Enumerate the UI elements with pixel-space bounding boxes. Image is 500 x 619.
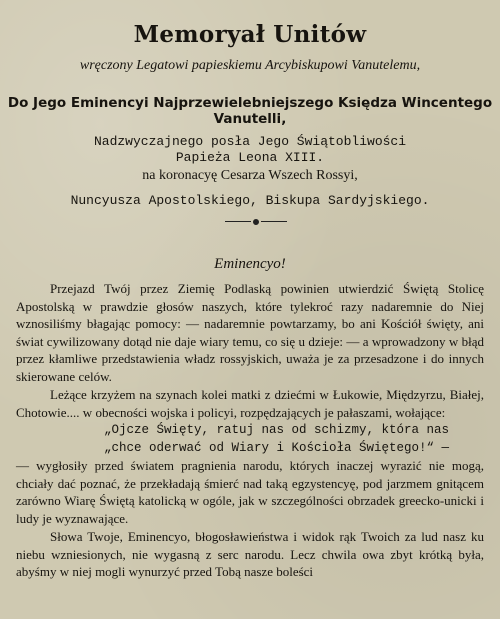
quotation (16, 422, 484, 457)
quote-line-2: „chce oderwać od Wiary i Kościoła Świętego!“ — (104, 440, 450, 455)
divider-dot-icon (253, 219, 259, 225)
quote-line-1: „Ojcze Święty, ratuj nas od schizmy, która nas (104, 423, 450, 437)
address-line-1: Do Jego Eminencyi Najprzewielebniejszego Księdza Wincentego (7, 95, 493, 111)
section-divider-ornament (225, 219, 287, 224)
greeting: Eminencyo! (214, 256, 286, 272)
address-line-5: na koronacyę Cesarza Wszech Rossyi, (142, 168, 358, 183)
paragraph-1: Przejazd Twój przez Ziemię Podlaską powinien utwierdzić Świętą Stolicę Apostolską w prawdzie głosów naszych, które tylekroć razy nadaremnie do Niej wznosiliśmy błagając pomocy: — nadaremnie powtarzamy, bo ani Kościół święty, ani świat cywilizowany dotąd nie daje wiary temu, co się u dzieje: — a wprowadzony w błąd przez kłamliwe przedstawienia władz rossyjskich, uważa je za przesadzone i do innych skierowane celów. (16, 281, 484, 384)
address-line-3: Nadzwyczajnego posła Jego Świątobliwości (93, 134, 407, 149)
paragraph-continuation: — wygłosiły przed światem pragnienia narodu, których inaczej wyrazić nie mogą, chciały dać poznać, że przekładają śmierć nad taką egzystencyę, pod jarzmem gnitącem zarówno Wiarę Świętą katolicką w ogóle, jak w szczególności obrzadek greecko-unicki i ludy je wyznawające. (16, 458, 484, 526)
address-line-4: Papieża Leona XIII. (175, 150, 325, 165)
address-line-6: Nuncyusza Apostolskiego, Biskupa Sardyjskiego. (70, 193, 430, 208)
address-line-2: Vanutelli, (213, 111, 287, 127)
paragraph-final: Słowa Twoje, Eminencyo, błogosławieństwa i widok rąk Twoich za lud nasz ku niebu wzniesionych, nie wygasną z serc narodu. Lecz chwila owa zbyt krótką była, abyśmy w niej mogli wynurzyć przed Tobą nasze boleści (16, 529, 484, 579)
document-body (16, 280, 484, 582)
document-title: Memoryał Unitów (133, 21, 367, 48)
document-subtitle: wręczony Legatowi papieskiemu Arcybiskupowi Vanutelemu, (79, 58, 421, 73)
paragraph-2: Leżące krzyżem na szynach kolei matki z dziećmi w Łukowie, Międzyrzu, Białej, Chotowie.... w obecności wojska i policyi, rozpędzających je pałaszami, wołające: (16, 387, 484, 420)
